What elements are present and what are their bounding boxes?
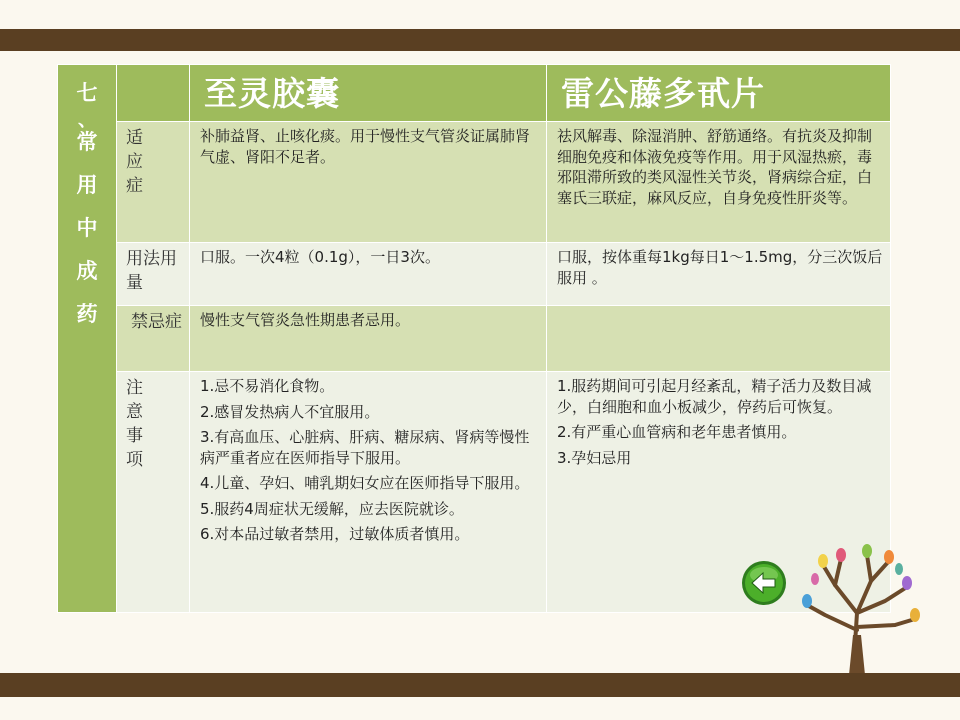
- dosage-drug2: 口服，按体重每1kg每日1～1.5mg，分三次饭后服用 。: [547, 243, 891, 306]
- note-item: 6.对本品过敏者禁用，过敏体质者慎用。: [200, 525, 470, 543]
- note-item: 5.服药4周症状无缓解，应去医院就诊。: [200, 499, 464, 518]
- header-blank: [117, 65, 190, 122]
- table-row: [58, 306, 891, 372]
- category-char: 中: [76, 216, 98, 240]
- contraindications-drug1: 慢性支气管炎急性期患者忌用。: [190, 306, 547, 372]
- tree-decoration-icon: [795, 535, 925, 675]
- category-char: 用: [76, 173, 98, 197]
- drug2-title: 雷公藤多甙片: [561, 74, 765, 113]
- category-char: 常: [76, 130, 98, 154]
- note-item: 1.忌不易消化食物。: [200, 377, 335, 395]
- category-cell: [58, 65, 117, 613]
- back-button[interactable]: [741, 560, 787, 606]
- indications-label: [117, 122, 190, 243]
- label-char: 事: [126, 426, 143, 446]
- precautions-label: [117, 372, 190, 613]
- drug1-title: 至灵胶囊: [204, 74, 340, 113]
- label-char: 症: [126, 176, 143, 196]
- note-item: 1.服药期间可引起月经紊乱，精子活力及数目减少，白细胞和血小板减少，停药后可恢复。: [557, 377, 872, 416]
- category-char: 、: [78, 110, 96, 131]
- category-char: 七: [76, 81, 98, 105]
- drug2-header: [547, 65, 891, 122]
- header-row: [58, 65, 891, 122]
- note-item: 4.儿童、孕妇、哺乳期妇女应在医师指导下服用。: [200, 474, 530, 492]
- note-item: 2.有严重心血管病和老年患者慎用。: [557, 423, 797, 441]
- note-item: 3.孕妇忌用: [557, 448, 632, 467]
- table-row: [58, 243, 891, 306]
- table-row: [58, 122, 891, 243]
- contraindications-label: 禁忌症: [117, 306, 190, 372]
- medicine-table: [57, 64, 891, 613]
- dosage-label: 用法用量: [117, 243, 190, 306]
- category-char: 药: [76, 302, 98, 326]
- label-char: 项: [126, 450, 143, 470]
- top-band: [0, 29, 960, 51]
- bottom-band: [0, 673, 960, 697]
- indications-drug1: 补肺益肾、止咳化痰。用于慢性支气管炎证属肺肾气虚、肾阳不足者。: [190, 122, 547, 243]
- note-item: 3.有高血压、心脏病、肝病、糖尿病、肾病等慢性病严重者应在医师指导下服用。: [200, 428, 530, 467]
- label-char: 应: [126, 152, 143, 172]
- label-char: 适: [126, 128, 143, 148]
- drug1-header: [190, 65, 547, 122]
- category-char: 成: [76, 259, 98, 283]
- dosage-drug1: 口服。一次4粒（0.1g），一日3次。: [190, 243, 547, 306]
- label-char: 意: [126, 402, 143, 422]
- label-char: 注: [126, 378, 143, 398]
- indications-drug2: 祛风解毒、除湿消肿、舒筋通络。有抗炎及抑制细胞免疫和体液免疫等作用。用于风湿热瘀，毒邪阻滞所致的类风湿性关节炎，肾病综合症，白塞氏三联症，麻风反应，自身免疫性肝炎等。: [547, 122, 891, 243]
- note-item: 2.感冒发热病人不宜服用。: [200, 402, 380, 421]
- contraindications-drug2: [547, 306, 891, 372]
- precautions-drug1: [190, 372, 547, 613]
